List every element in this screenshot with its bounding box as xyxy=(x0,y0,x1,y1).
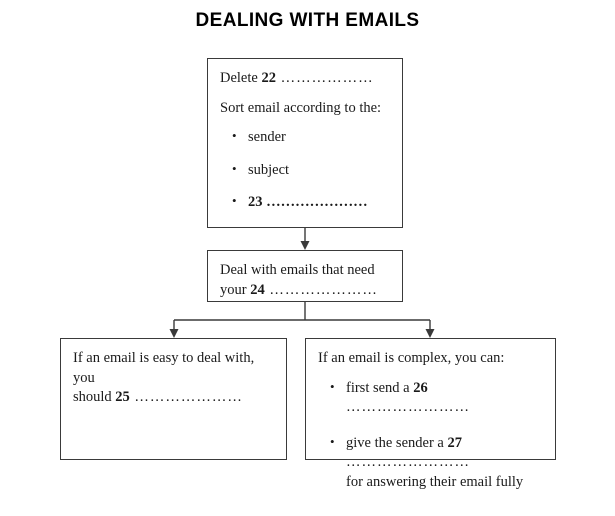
bottom-right-bullet-list xyxy=(318,379,543,493)
list-item xyxy=(232,193,390,213)
page-title: DEALING WITH EMAILS xyxy=(195,10,420,31)
flowchart-box-top xyxy=(207,58,403,228)
bottom-left-line-2-dots: ………………… xyxy=(129,389,243,406)
bottom-right-bullet-1-prefix: first send a xyxy=(346,379,414,396)
bottom-right-bullet-2-prefix: give the sender a xyxy=(346,434,448,451)
list-item xyxy=(232,128,390,148)
middle-box-line-2-number: 24 xyxy=(250,281,265,298)
flowchart-box-bottom-left xyxy=(60,338,287,460)
top-box-bullet-list xyxy=(220,128,390,213)
bottom-left-line-2 xyxy=(73,388,274,408)
bottom-right-bullet-2-dots: …………………… xyxy=(346,454,470,471)
middle-box-line-2-prefix: your xyxy=(220,281,251,298)
list-item xyxy=(232,161,390,181)
top-box-delete-dots: ……………… xyxy=(275,70,374,86)
middle-box-line-1: Deal with emails that need xyxy=(220,262,375,278)
top-box-sort-lead: Sort email according to the: xyxy=(220,99,382,116)
list-item xyxy=(330,379,543,418)
top-box-bullet-3: 23 ………………… xyxy=(248,194,368,211)
middle-box-line-2-dots: ………………… xyxy=(264,281,378,298)
bottom-right-bullet-2-number: 27 xyxy=(447,434,462,451)
bottom-left-line-2-number: 25 xyxy=(115,389,130,406)
bottom-left-line-2-prefix: should xyxy=(73,389,116,406)
flowchart-box-middle xyxy=(207,250,403,302)
bottom-left-line-1: If an email is easy to deal with, you xyxy=(73,350,255,386)
top-box-bullet-2: subject xyxy=(248,161,290,178)
bottom-right-lead: If an email is complex, you can: xyxy=(318,350,505,366)
bottom-right-bullet-1-dots: …………………… xyxy=(346,399,470,416)
bottom-right-bullet-2-second-line: for answering their email fully xyxy=(346,473,524,490)
top-box-delete-line xyxy=(220,69,390,89)
middle-box-line-2 xyxy=(220,281,390,301)
top-box-bullet-1: sender xyxy=(248,129,286,146)
flowchart-box-bottom-right xyxy=(305,338,556,490)
top-box-delete-number: 22 xyxy=(261,70,276,86)
bottom-right-bullet-1-number: 26 xyxy=(413,379,428,396)
top-box-delete-prefix: Delete xyxy=(220,70,262,86)
